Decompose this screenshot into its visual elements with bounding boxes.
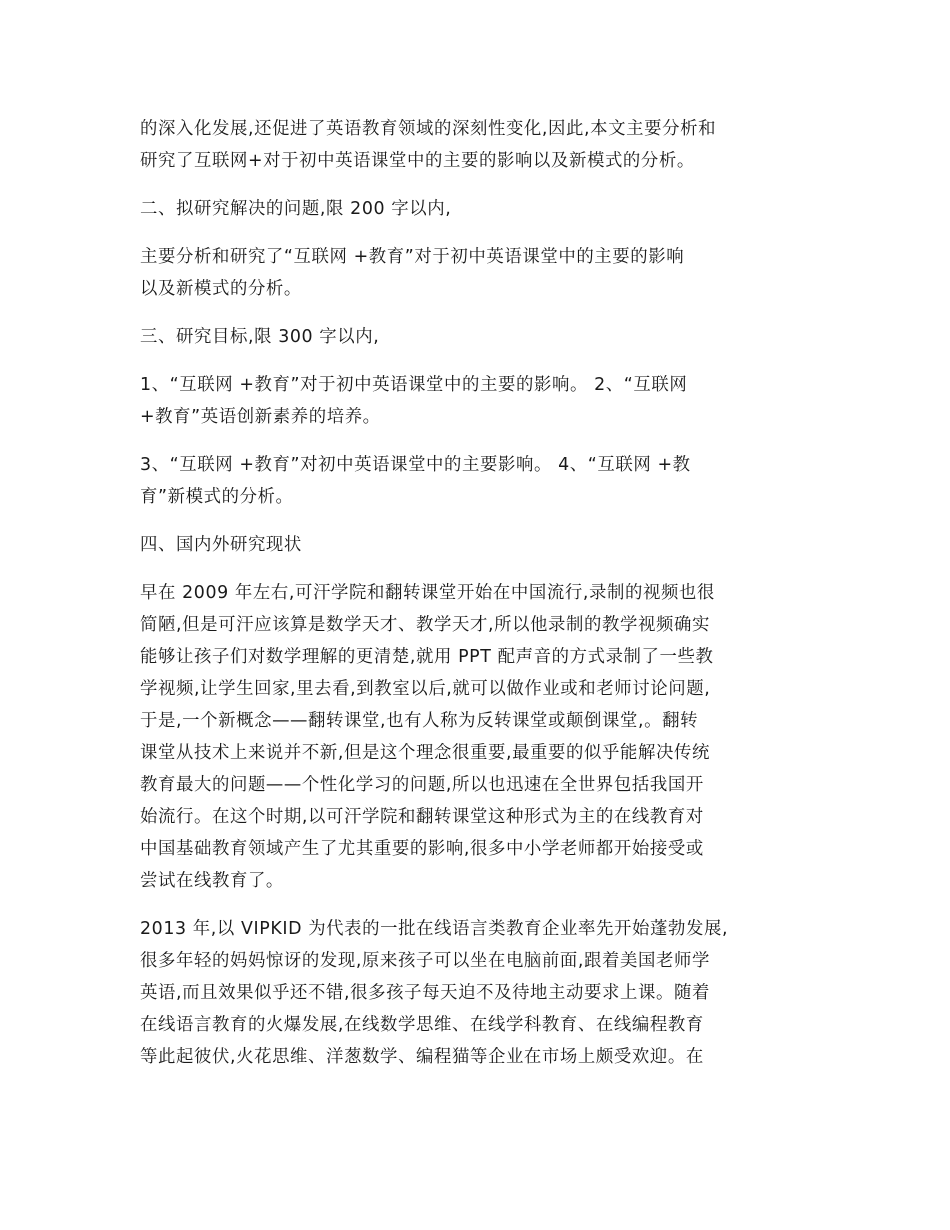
text-line: 育”新模式的分析。	[140, 487, 294, 507]
text-line: 于是,一个新概念——翻转课堂,也有人称为反转课堂或颠倒课堂,。翻转	[140, 711, 699, 731]
text-line: 在线语言教育的火爆发展,在线数学思维、在线学科教育、在线编程教育	[140, 1015, 704, 1035]
section-heading-status	[140, 529, 815, 561]
text-line: 教育最大的问题——个性化学习的问题,所以也迅速在全世界包括我国开	[140, 775, 704, 795]
text-line: 课堂从技术上来说并不新,但是这个理念很重要,最重要的似乎能解决传统	[140, 743, 710, 763]
text-line: 很多年轻的妈妈惊讶的发现,原来孩子可以坐在电脑前面,跟着美国老师学	[140, 951, 710, 971]
text-line: 中国基础教育领域产生了尤其重要的影响,很多中小学老师都开始接受或	[140, 839, 704, 859]
text-line: 等此起彼伏,火花思维、洋葱数学、编程猫等企业在市场上颇受欢迎。在	[140, 1047, 704, 1067]
text-line: +教育”英语创新素养的培养。	[140, 407, 381, 427]
paragraph-goals-1-2	[140, 369, 815, 433]
heading-line: 四、国内外研究现状	[140, 535, 302, 555]
text-line: 以及新模式的分析。	[140, 279, 302, 299]
section-heading-problems	[140, 193, 815, 225]
text-line: 始流行。在这个时期,以可汗学院和翻转课堂这种形式为主的在线教育对	[140, 807, 704, 827]
text-line: 主要分析和研究了“互联网 +教育”对于初中英语课堂中的主要的影响	[140, 247, 685, 267]
text-line: 尝试在线教育了。	[140, 871, 284, 891]
text-line: 简陋,但是可汗应该算是数学天才、教学天才,所以他录制的教学视频确实	[140, 615, 710, 635]
text-line: 学视频,让学生回家,里去看,到教室以后,就可以做作业或和老师讨论问题,	[140, 679, 711, 699]
section-heading-goals	[140, 321, 815, 353]
paragraph-status-2013	[140, 913, 815, 1073]
text-line: 能够让孩子们对数学理解的更清楚,就用 PPT 配声音的方式录制了一些教	[140, 647, 714, 667]
paragraph-intro-conclusion	[140, 113, 815, 177]
heading-line: 二、拟研究解决的问题,限 200 字以内,	[140, 199, 452, 219]
text-line: 英语,而且效果似乎还不错,很多孩子每天迫不及待地主动要求上课。随着	[140, 983, 710, 1003]
paragraph-status-2009	[140, 577, 815, 897]
text-line: 研究了互联网+对于初中英语课堂中的主要的影响以及新模式的分析。	[140, 151, 695, 171]
paragraph-problems	[140, 241, 815, 305]
text-line: 2013 年,以 VIPKID 为代表的一批在线语言类教育企业率先开始蓬勃发展,	[140, 919, 729, 939]
document-body	[140, 113, 815, 1089]
heading-line: 三、研究目标,限 300 字以内,	[140, 327, 380, 347]
paragraph-goals-3-4	[140, 449, 815, 513]
text-line: 3、“互联网 +教育”对初中英语课堂中的主要影响。 4、“互联网 +教	[140, 455, 691, 475]
text-line: 的深入化发展,还促进了英语教育领域的深刻性变化,因此,本文主要分析和	[140, 119, 717, 139]
text-line: 1、“互联网 +教育”对于初中英语课堂中的主要的影响。 2、“互联网	[140, 375, 688, 395]
text-line: 早在 2009 年左右,可汗学院和翻转课堂开始在中国流行,录制的视频也很	[140, 583, 715, 603]
